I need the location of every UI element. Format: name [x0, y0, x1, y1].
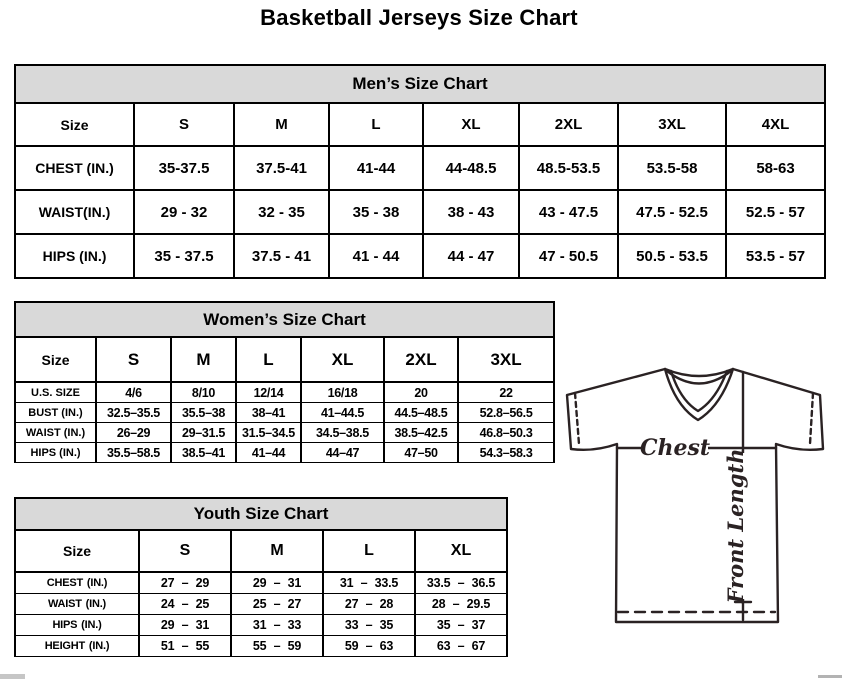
cell-value: 28 – 29.5: [415, 594, 507, 615]
cell-value: 35.5–58.5: [96, 443, 171, 463]
table-row: [15, 403, 554, 423]
womens-size-chart-table: [14, 301, 555, 463]
cell-value: 41–44.5: [301, 403, 384, 423]
cell-value: 35 - 37.5: [134, 234, 234, 278]
cell-value: 41-44: [329, 146, 423, 190]
table-header-row: [15, 337, 554, 382]
cell-value: 25 – 27: [231, 594, 323, 615]
jersey-outline: [567, 369, 823, 622]
cell-value: 46.8–50.3: [458, 423, 554, 443]
mens-size-chart-table: [14, 64, 826, 279]
cell-value: 47–50: [384, 443, 458, 463]
column-header: 3XL: [458, 337, 554, 382]
cell-value: 24 – 25: [139, 594, 231, 615]
table-row: [15, 443, 554, 463]
cell-value: 41–44: [236, 443, 301, 463]
cell-value: 31 – 33.5: [323, 572, 415, 594]
cell-value: 44–47: [301, 443, 384, 463]
cell-value: 38.5–42.5: [384, 423, 458, 443]
column-header: L: [323, 530, 415, 572]
column-header: Size: [15, 337, 96, 382]
column-header: S: [134, 103, 234, 146]
cell-value: 53.5 - 57: [726, 234, 825, 278]
youth-size-chart-table: [14, 497, 508, 657]
column-header: XL: [301, 337, 384, 382]
column-header: S: [96, 337, 171, 382]
row-label: WAIST (IN.): [15, 594, 139, 615]
youth-chart-title: Youth Size Chart: [15, 498, 507, 530]
table-header-row: [15, 103, 825, 146]
column-header: L: [236, 337, 301, 382]
table-header-row: [15, 530, 507, 572]
cell-value: 38–41: [236, 403, 301, 423]
table-row: [15, 234, 825, 278]
mens-chart-title: Men’s Size Chart: [15, 65, 825, 103]
table-row: [15, 146, 825, 190]
womens-chart-title: Women’s Size Chart: [15, 302, 554, 337]
cell-value: 54.3–58.3: [458, 443, 554, 463]
column-header: L: [329, 103, 423, 146]
cell-value: 52.8–56.5: [458, 403, 554, 423]
cell-value: 44 - 47: [423, 234, 519, 278]
cell-value: 27 – 28: [323, 594, 415, 615]
cell-value: 53.5-58: [618, 146, 726, 190]
right-sleeve-stitch-line: [810, 393, 813, 444]
cell-value: 12/14: [236, 382, 301, 403]
cell-value: 29 - 32: [134, 190, 234, 234]
cell-value: 35-37.5: [134, 146, 234, 190]
column-header: M: [231, 530, 323, 572]
cell-value: 44-48.5: [423, 146, 519, 190]
row-label: WAIST(IN.): [15, 190, 134, 234]
column-header: XL: [415, 530, 507, 572]
row-label: HIPS (IN.): [15, 615, 139, 636]
cell-value: 35 – 37: [415, 615, 507, 636]
cell-value: 52.5 - 57: [726, 190, 825, 234]
cell-value: 55 – 59: [231, 636, 323, 657]
column-header: M: [234, 103, 329, 146]
page-title: Basketball Jerseys Size Chart: [260, 5, 578, 30]
cell-value: 31 – 33: [231, 615, 323, 636]
cell-value: 35.5–38: [171, 403, 236, 423]
horizontal-scrollbar-fragment[interactable]: [0, 674, 25, 679]
table-title-row: [15, 65, 825, 103]
cell-value: 58-63: [726, 146, 825, 190]
cell-value: 43 - 47.5: [519, 190, 618, 234]
cell-value: 51 – 55: [139, 636, 231, 657]
table-row: [15, 572, 507, 594]
row-label: U.S. SIZE: [15, 382, 96, 403]
row-label: CHEST (IN.): [15, 572, 139, 594]
cell-value: 27 – 29: [139, 572, 231, 594]
column-header: XL: [423, 103, 519, 146]
cell-value: 38 - 43: [423, 190, 519, 234]
cell-value: 37.5-41: [234, 146, 329, 190]
cell-value: 47.5 - 52.5: [618, 190, 726, 234]
row-label: HEIGHT (IN.): [15, 636, 139, 657]
column-header: 2XL: [519, 103, 618, 146]
cell-value: 34.5–38.5: [301, 423, 384, 443]
row-label: WAIST (IN.): [15, 423, 96, 443]
cell-value: 63 – 67: [415, 636, 507, 657]
cell-value: 59 – 63: [323, 636, 415, 657]
row-label: HIPS (IN.): [15, 443, 96, 463]
cell-value: 29–31.5: [171, 423, 236, 443]
column-header: 2XL: [384, 337, 458, 382]
cell-value: 16/18: [301, 382, 384, 403]
row-label: BUST (IN.): [15, 403, 96, 423]
table-row: [15, 636, 507, 657]
cell-value: 33 – 35: [323, 615, 415, 636]
cell-value: 29 – 31: [231, 572, 323, 594]
front-length-label: Front Length: [723, 448, 748, 604]
cell-value: 20: [384, 382, 458, 403]
cell-value: 44.5–48.5: [384, 403, 458, 423]
cell-value: 32.5–35.5: [96, 403, 171, 423]
table-row: [15, 423, 554, 443]
column-header: S: [139, 530, 231, 572]
table-row: [15, 594, 507, 615]
table-row: [15, 382, 554, 403]
jersey-collar-back: [665, 369, 733, 376]
left-sleeve-stitch-line: [575, 393, 579, 444]
cell-value: 8/10: [171, 382, 236, 403]
horizontal-scrollbar-fragment[interactable]: [818, 675, 842, 678]
chest-label: Chest: [639, 435, 711, 461]
cell-value: 50.5 - 53.5: [618, 234, 726, 278]
cell-value: 29 – 31: [139, 615, 231, 636]
table-title-row: [15, 498, 507, 530]
cell-value: 32 - 35: [234, 190, 329, 234]
cell-value: 35 - 38: [329, 190, 423, 234]
cell-value: 4/6: [96, 382, 171, 403]
column-header: Size: [15, 103, 134, 146]
jersey-measurement-diagram: [556, 358, 842, 654]
row-label: CHEST (IN.): [15, 146, 134, 190]
cell-value: 33.5 – 36.5: [415, 572, 507, 594]
column-header: Size: [15, 530, 139, 572]
cell-value: 22: [458, 382, 554, 403]
column-header: M: [171, 337, 236, 382]
cell-value: 48.5-53.5: [519, 146, 618, 190]
cell-value: 41 - 44: [329, 234, 423, 278]
cell-value: 37.5 - 41: [234, 234, 329, 278]
table-row: [15, 615, 507, 636]
table-title-row: [15, 302, 554, 337]
column-header: 3XL: [618, 103, 726, 146]
column-header: 4XL: [726, 103, 825, 146]
cell-value: 31.5–34.5: [236, 423, 301, 443]
table-row: [15, 190, 825, 234]
cell-value: 26–29: [96, 423, 171, 443]
cell-value: 38.5–41: [171, 443, 236, 463]
cell-value: 47 - 50.5: [519, 234, 618, 278]
row-label: HIPS (IN.): [15, 234, 134, 278]
